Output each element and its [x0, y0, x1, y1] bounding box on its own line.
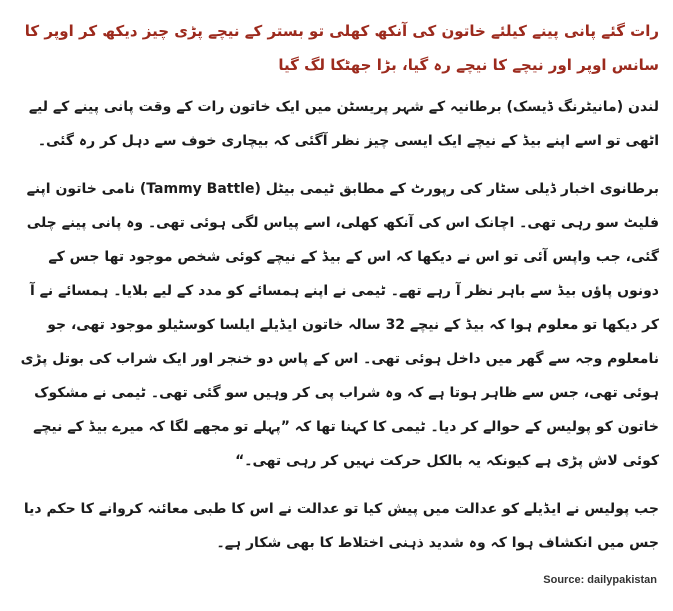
article-paragraph-2: برطانوی اخبار ڈیلی سٹار کی رپورٹ کے مطابق ٹیمی بیٹل (Tammy Battle) نامی خاتون اپنے فلیٹ سو رہی تھی۔ اچانک اس کی آنکھ کھلی، اسے پیاس لگی ہوئی تھی۔ وہ پانی پینے چلی گئی، جب واپس آئی تو اس نے دیکھا کہ اس کے بیڈ کے نیچے کوئی شخص موجود تھا جس کے دونوں پاؤں بیڈ سے باہر نظر آ رہے تھے۔ ٹیمی نے اپنے ہمسائے کو مدد کے لیے بلایا۔ ہمسائے نے آ کر دیکھا تو معلوم ہوا کہ بیڈ کے نیچے 32 سالہ خاتون ایڈیلے ایلسا کوسٹیلو موجود تھی، جو نامعلوم وجہ سے گھر میں داخل ہوئی تھی۔ اس کے پاس دو خنجر اور ایک شراب کی بوتل پڑی ہوئی تھی، جس سے ظاہر ہوتا ہے کہ وہ شراب پی کر وہیں سو گئی تھی۔ ٹیمی نے مشکوک خاتون کو پولیس کے حوالے کر دیا۔ ٹیمی کا کہنا تھا کہ ”پہلے تو مجھے لگا کہ میرے بیڈ کے نیچے کوئی لاش پڑی ہے کیونکہ یہ بالکل حرکت نہیں کر رہی تھی۔“ — [20, 181, 659, 469]
article-headline: رات گئے پانی پینے کیلئے خاتون کی آنکھ کھلی تو بستر کے نیچے پڑی چیز دیکھ کر اوپر کا سانس اوپر اور نیچے کا نیچے رہ گیا، بڑا جھٹکا لگ گیا — [24, 22, 659, 74]
article-paragraph-3: جب پولیس نے ایڈیلے کو عدالت میں پیش کیا تو عدالت نے اس کا طبی معائنہ کروانے کا حکم دیا جس میں انکشاف ہوا کہ وہ شدید ذہنی اختلاط کا بھی شکار ہے۔ — [23, 501, 659, 551]
article-paragraph-1: لندن (مانیٹرنگ ڈیسک) برطانیہ کے شہر پریسٹن میں ایک خاتون رات کے وقت پانی پینے کے لیے اٹھی تو اسے اپنے بیڈ کے نیچے ایک ایسی چیز نظر آگئی کہ بیچاری خوف سے دہل کر رہ گئی۔ — [28, 99, 659, 149]
source-credit: Source: dailypakistan — [543, 574, 657, 586]
article — [18, 14, 659, 574]
